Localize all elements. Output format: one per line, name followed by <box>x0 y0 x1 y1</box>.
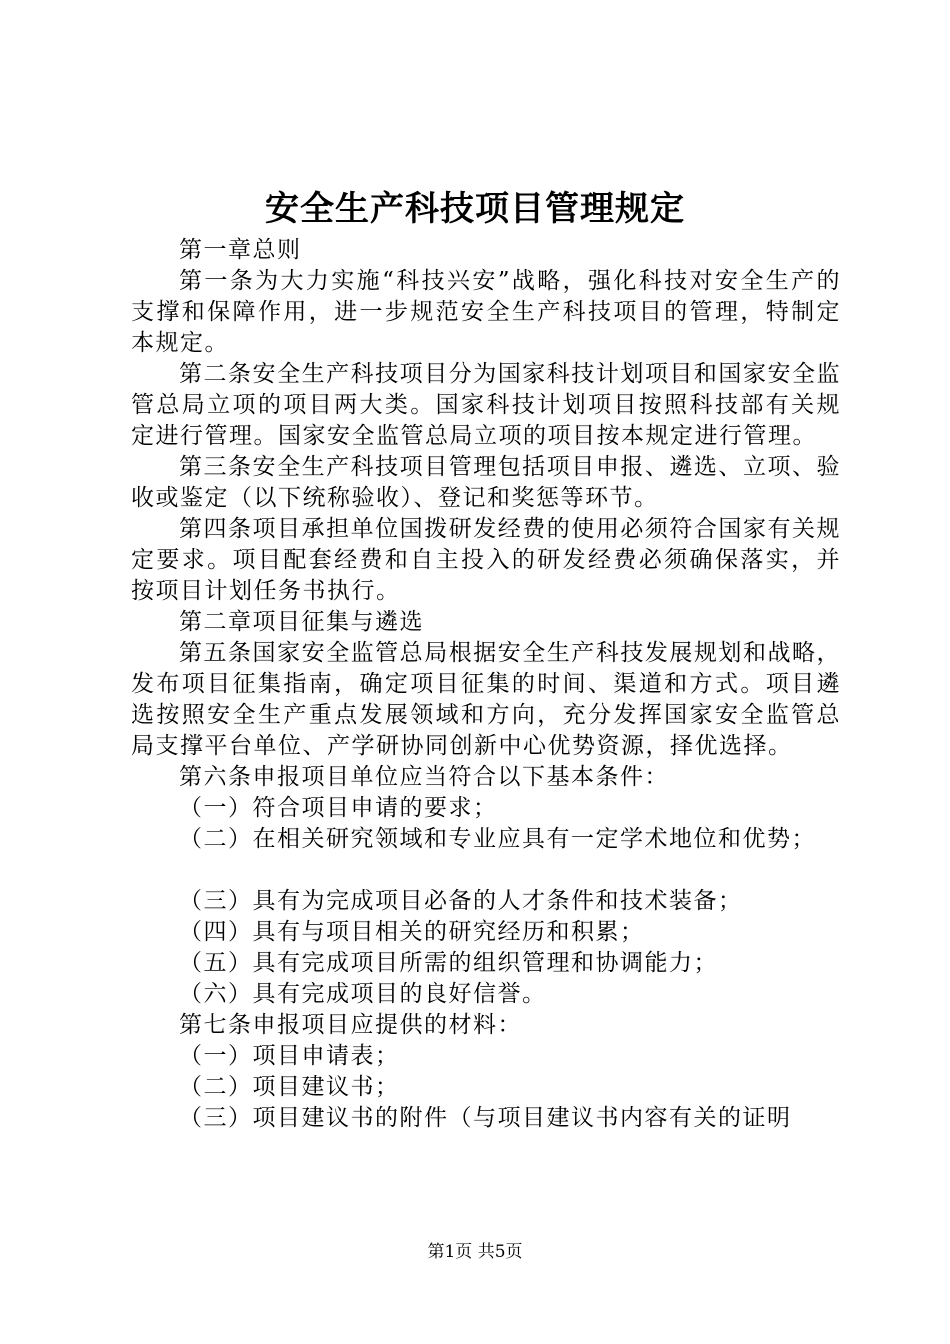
list-item: （四）具有与项目相关的研究经历和积累； <box>179 919 645 945</box>
list-item: （三）具有为完成项目必备的人才条件和技术装备； <box>179 888 743 914</box>
list-item: （六）具有完成项目的良好信誉。 <box>179 981 547 1007</box>
document-title: 安全生产科技项目管理规定 <box>265 189 685 229</box>
list-item: （五）具有完成项目所需的组织管理和协调能力； <box>179 950 718 976</box>
chapter-heading: 第二章项目征集与遴选 <box>179 609 424 635</box>
chapter-heading: 第一章总则 <box>179 237 302 263</box>
page-number-footer: 第1页 共5页 <box>427 1242 523 1262</box>
list-item: （一）符合项目申请的要求； <box>179 795 498 821</box>
blank-line <box>131 855 841 886</box>
article-paragraph: 第五条国家安全监管总局根据安全生产科技发展规划和战略，发布项目征集指南，确定项目征集的时间、渠道和方式。项目遴选按照安全生产重点发展领域和方向，充分发挥国家安全监管总局支撑平台单位、产学研协同创新中心优势资源，择优选择。 <box>131 640 841 759</box>
list-item: （二）项目建议书； <box>179 1074 400 1100</box>
document-body <box>131 235 841 1134</box>
article-paragraph: 第七条申报项目应提供的材料： <box>179 1012 522 1038</box>
article-paragraph: 第一条为大力实施“科技兴安”战略，强化科技对安全生产的支撑和保障作用，进一步规范安全生产科技项目的管理，特制定本规定。 <box>131 268 841 356</box>
list-item: （二）在相关研究领域和专业应具有一定学术地位和优势； <box>179 826 816 852</box>
article-paragraph: 第六条申报项目单位应当符合以下基本条件： <box>179 764 669 790</box>
list-item: （一）项目申请表； <box>179 1043 400 1069</box>
list-item: （三）项目建议书的附件（与项目建议书内容有关的证明 <box>179 1105 792 1131</box>
article-paragraph: 第四条项目承担单位国拨研发经费的使用必须符合国家有关规定要求。项目配套经费和自主投入的研发经费必须确保落实，并按项目计划任务书执行。 <box>131 516 841 604</box>
article-paragraph: 第三条安全生产科技项目管理包括项目申报、遴选、立项、验收或鉴定（以下统称验收）、登记和奖惩等环节。 <box>131 454 841 511</box>
article-paragraph: 第二条安全生产科技项目分为国家科技计划项目和国家安全监管总局立项的项目两大类。国家科技计划项目按照科技部有关规定进行管理。国家安全监管总局立项的项目按本规定进行管理。 <box>131 361 841 449</box>
